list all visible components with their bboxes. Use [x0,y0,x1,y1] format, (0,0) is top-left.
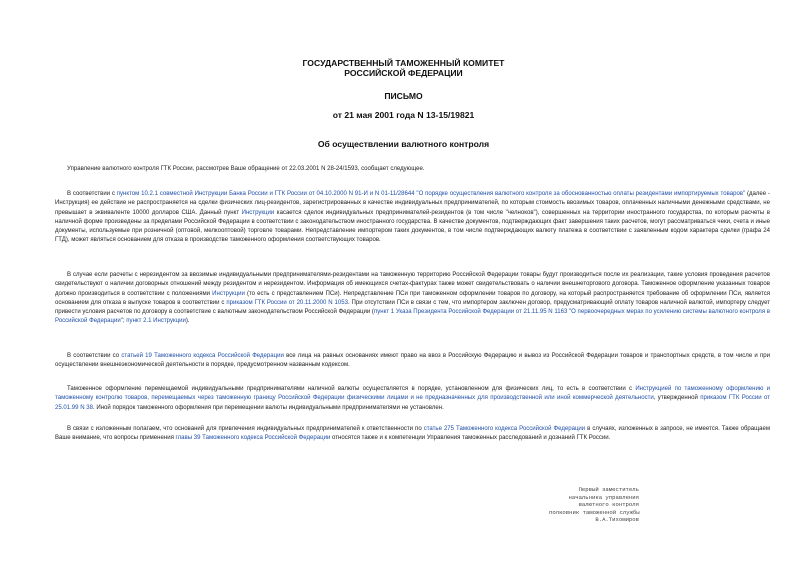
p2-link-instruction[interactable]: Инструкции [212,290,245,297]
issuer-line-1: ГОСУДАРСТВЕННЫЙ ТАМОЖЕННЫЙ КОМИТЕТ [302,58,505,68]
p2-text-4: ; [122,318,127,325]
p5-text-2: в случаях, изложенных в запросе, не имеется. Также обращаем Ваше внимание, что вопросы применения [55,426,771,442]
p4-text-1: Таможенное оформление перемещаемой индивидуальными предпринимателями наличной валюты осуществляется в порядке, установленном для физических лиц, то есть в соответствии с [67,386,636,392]
p1-link-instruction[interactable]: Инструкции [241,209,275,216]
p1-text-1: В соответствии с [67,191,117,197]
p2-text-1: В случае если расчеты с нерезидентом за ввозимые индивидуальными предпринимателями-резидентами на таможенную территорию Российской Федерации товары будут производиться после их реализации, такие условия проведения расчетов свидетельствуют о наличии договорных отношений между резидентом и нерезидентом. Информация об имеющихся счетах-фактурах также может свидетельствовать о наличии внешнеторгового договора. Таможенное оформление указанных товаров должно производиться в соответствии с положениями [55,272,770,297]
p5-text-3: относятся также и к компетенции Управления таможенных расследований и дознаний ГТК России. [330,435,611,442]
document-date-number: от 21 мая 2001 года N 13-15/19821 [332,110,475,120]
paragraph-1 [55,190,770,246]
p1-link-instruction-clause[interactable]: пунктом 10.2.1 совместной Инструкции Банка России и ГТК России от 04.10.2000 N 91-И и N 01-11/28644 "О порядке осуществления валютного контроля за обоснованностью оплаты резидентами импортируемых товаров" [116,191,746,197]
p2-text-2: (то есть с представлением ПСи). Непредставление ПСи при таможенном оформлении товаров по договору, на который распространяется требование об оформлении ПСи, является основанием для отказа в выпуске товаров в соответствии с [55,290,771,306]
p2-text-5: ). [185,318,190,325]
document-type: ПИСЬМО [384,91,423,101]
p2-link-clause-2-1[interactable]: пункт 2.1 Инструкции [126,318,186,325]
signature-name: В.А.Тихомиров [595,516,639,523]
p3-text-2: все лица на равных основаниях имеют право на ввоз в Российскую Федерацию и вывоз из Российской Федерации товаров и транспортных средств, в том числе и при осуществлении внешнеэкономической деятельности в порядке, предусмотренном названным кодексом. [55,353,770,369]
p5-link-article-275[interactable]: статье 275 Таможенного кодекса Российской Федерации [423,426,586,432]
document-subject: Об осуществлении валютного контроля [317,139,490,149]
signature-title-1: Первый заместитель [578,486,639,493]
p1-text-3: касается сделок индивидуальных предпринимателей-резидентов (в том числе "челноков"), совершенных на территории иностранного государства, по которым расчеты в наличной форме произведены за пределами Российской Федерации в соответствии с законодательством иностранного государства. В качестве документов, подтверждающих факт завершения таких расчетов, могут рассматриваться чеки, счета и иные документы, используемые при розничной (оптовой, мелкооптовой) торговле товарами. Непредставление импортером таких документов, в том числе подтверждающих валюту платежа в соответствии с заявленным кодом характера сделки (графа 24 ГТД), может являться основанием для отказа в производстве таможенного оформления соответствующих товаров. [55,209,770,244]
paragraph-5 [55,425,770,444]
p2-link-order-1053[interactable]: приказом ГТК России от 20.11.2000 N 1053 [226,299,348,306]
paragraph-3 [55,352,770,371]
p5-text-1: В связи с изложенным полагаем, что оснований для привлечения индивидуальных предпринимателей к ответственности по [67,426,424,432]
p2-link-decree-1163[interactable]: пункт 1 Указа Президента Российской Федерации от 21.11.95 N 1163 "О первоочередных мерах по усилению системы валютного контроля в Российской Федерации" [55,309,771,325]
issuer-line-2: РОССИЙСКОЙ ФЕДЕРАЦИИ [344,68,463,78]
p2-text-3: . При отсутствии ПСи в связи с тем, что импортером заключен договор, предусматривающий оплату товаров наличной валютой, импортеру следует привести условия расчетов по договору в соответствие с валютным законодательством Российской Федерации ( [55,299,770,316]
p1-text-2: (далее - Инструкция) ее действие не распространяется на сделки физических лиц-резидентов, зарегистрированных в качестве индивидуальных предпринимателей, по которым стоимость ввозимых товаров, оплаченных наличными денежными средствами, не превышает в эквиваленте 10000 долларов США. Данный пункт [55,191,770,216]
paragraph-4 [55,385,770,413]
p4-text-3: . Иной порядок таможенного оформления при перемещении валюты индивидуальными предпринимателями не установлен. [93,404,444,411]
p5-link-chapter-39[interactable]: главы 39 Таможенного кодекса Российской Федерации [175,435,331,442]
intro-paragraph: Управление валютного контроля ГТК России, рассмотрев Ваше обращение от 22.03.2001 N 28-24/1593, сообщает следующее. [67,166,425,172]
signature-title-2: начальника управления [568,493,639,501]
signature-block [549,486,639,524]
p3-text-1: В соответствии со [67,353,122,359]
p4-link-customs-instruction[interactable]: Инструкцией по таможенному оформлению и таможенному контролю товаров, перемещаемых через таможенную границу Российской Федерации физическими лицами и не предназначенных для производственной или иной коммерческой деятельности [55,386,771,402]
p4-link-order-38[interactable]: приказом ГТК России от 25.01.99 N 38 [55,395,771,411]
paragraph-2 [55,271,770,327]
signature-rank: полковник таможенной службы [549,508,640,516]
p4-text-2: , утвержденной [653,395,701,402]
p3-link-article-19[interactable]: статьей 19 Таможенного кодекса Российской Федерации [121,353,284,359]
signature-title-3: валютного контроля [578,501,639,508]
